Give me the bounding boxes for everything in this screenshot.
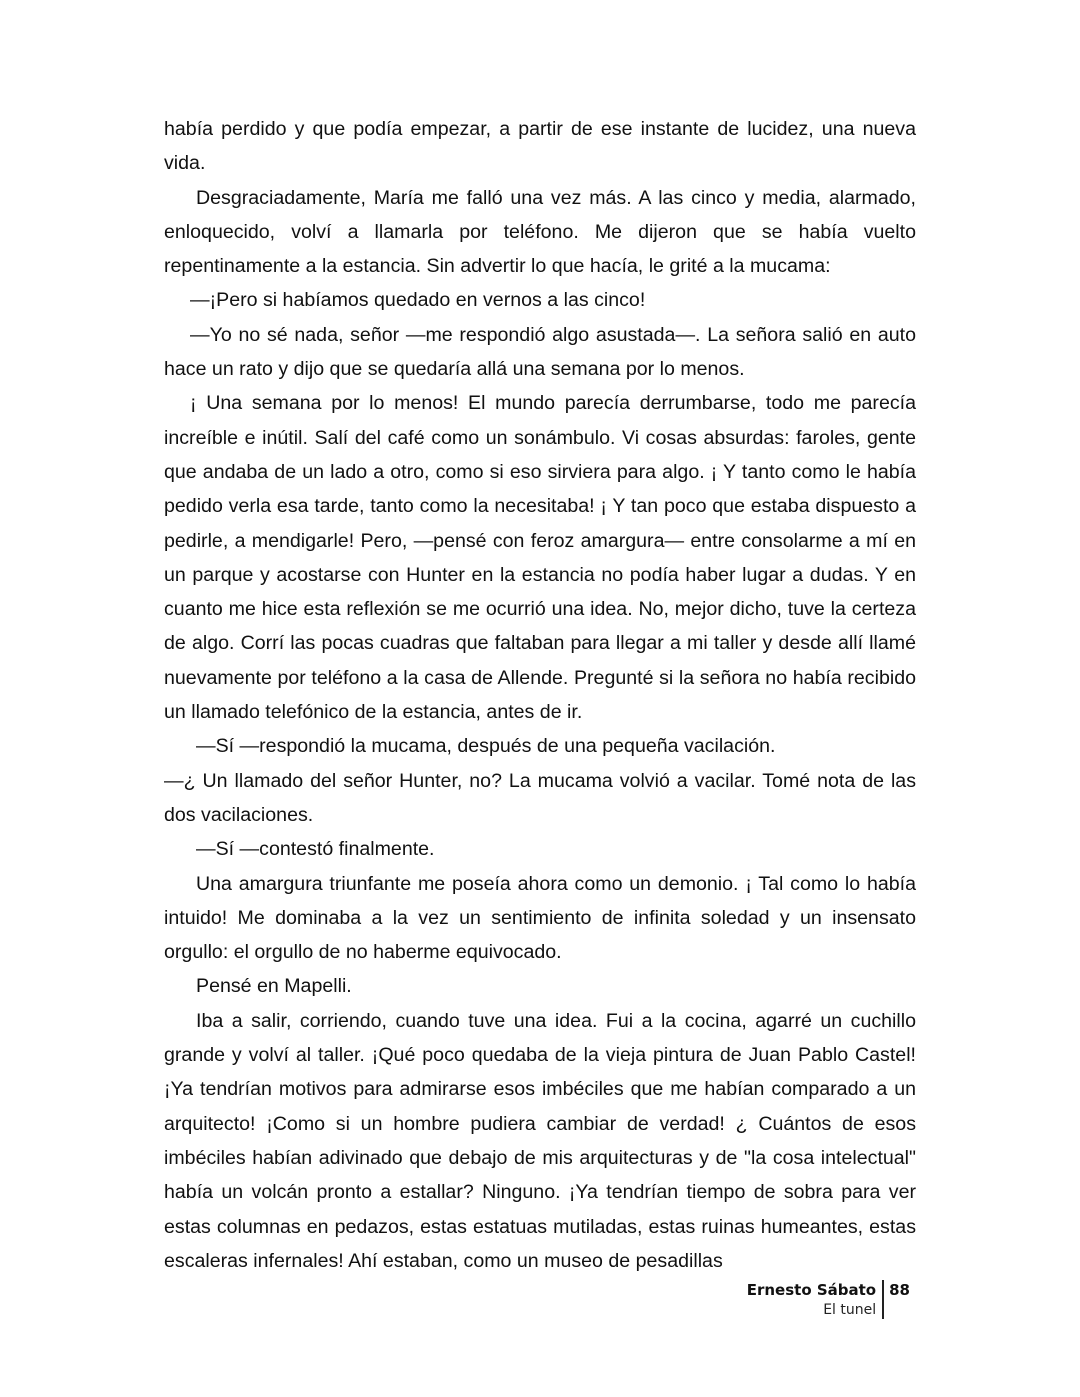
- paragraph-10: Pensé en Mapelli.: [196, 975, 352, 998]
- footer-author: Ernesto Sábato: [746, 1281, 877, 1299]
- paragraph-6: —Sí —respondió la mucama, después de una pequeña vacilación.: [196, 735, 776, 758]
- paragraph-5: ¡ Una semana por lo menos! El mundo parecía derrumbarse, todo me parecía increíble e inútil. Salí del café como un sonámbulo. Vi cosas absurdas: faroles, gente que andaba de un lado a otro, como si eso sirviera para algo. ¡ Y tanto como le había pedido verla esa tarde, tanto como la necesitaba! ¡ Y tan poco que estaba dispuesto a pedirle, a mendigarle! Pero, —pensé con feroz amargura— entre consolarme a mí en un parque y acostarse con Hunter en la estancia no podía haber lugar a dudas. Y en cuanto me hice esta reflexión se me ocurrió una idea. No, mejor dicho, tuve la certeza de algo. Corrí las pocas cuadras que faltaban para llegar a mi taller y desde allí llamé nuevamente por teléfono a la casa de Allende. Pregunté si la señora no había recibido un llamado telefónico de la estancia, antes de ir.: [164, 392, 916, 724]
- paragraph-2: Desgraciadamente, María me falló una vez más. A las cinco y media, alarmado, enloquecido, volví a llamarla por teléfono. Me dijeron que se había vuelto repentinamente a la estancia. Sin advertir lo que hacía, le grité a la mucama:: [164, 186, 916, 278]
- page-number: 88: [889, 1281, 910, 1299]
- paragraph-4: —Yo no sé nada, señor —me respondió algo asustada—. La señora salió en auto hace un rato y dijo que se quedaría allá una semana por lo menos.: [164, 323, 916, 381]
- paragraph-1: había perdido y que podía empezar, a partir de ese instante de lucidez, una nueva vida.: [164, 118, 916, 175]
- page-body: [164, 112, 916, 1278]
- paragraph-8: —Sí —contestó finalmente.: [196, 838, 435, 861]
- paragraph-11: Iba a salir, corriendo, cuando tuve una idea. Fui a la cocina, agarré un cuchillo grande y volví al taller. ¡Qué poco quedaba de la vieja pintura de Juan Pablo Castel! ¡Ya tendrían motivos para admirarse esos imbéciles que me habían comparado a un arquitecto! ¡Como si un hombre pudiera cambiar de verdad! ¿ Cuántos de esos imbéciles habían adivinado que debajo de mis arquitecturas y de "la cosa intelectual" había un volcán pronto a estallar? Ninguno. ¡Ya tendrían tiempo de sobra para ver estas columnas en pedazos, estas estatuas mutiladas, estas ruinas humeantes, estas escaleras infernales! Ahí estaban, como un museo de pesadillas: [164, 1009, 916, 1272]
- footer-book-info: [747, 1280, 884, 1319]
- footer-title: El tunel: [823, 1302, 877, 1318]
- paragraph-7: —¿ Un llamado del señor Hunter, no? La mucama volvió a vacilar. Tomé nota de las dos vacilaciones.: [164, 769, 916, 826]
- paragraph-3: —¡Pero si habíamos quedado en vernos a las cinco!: [190, 289, 646, 312]
- page-footer: [747, 1280, 910, 1319]
- paragraph-9: Una amargura triunfante me poseía ahora como un demonio. ¡ Tal como lo había intuido! Me dominaba a la vez un sentimiento de infinita soledad y un insensato orgullo: el orgullo de no haberme equivocado.: [164, 872, 916, 964]
